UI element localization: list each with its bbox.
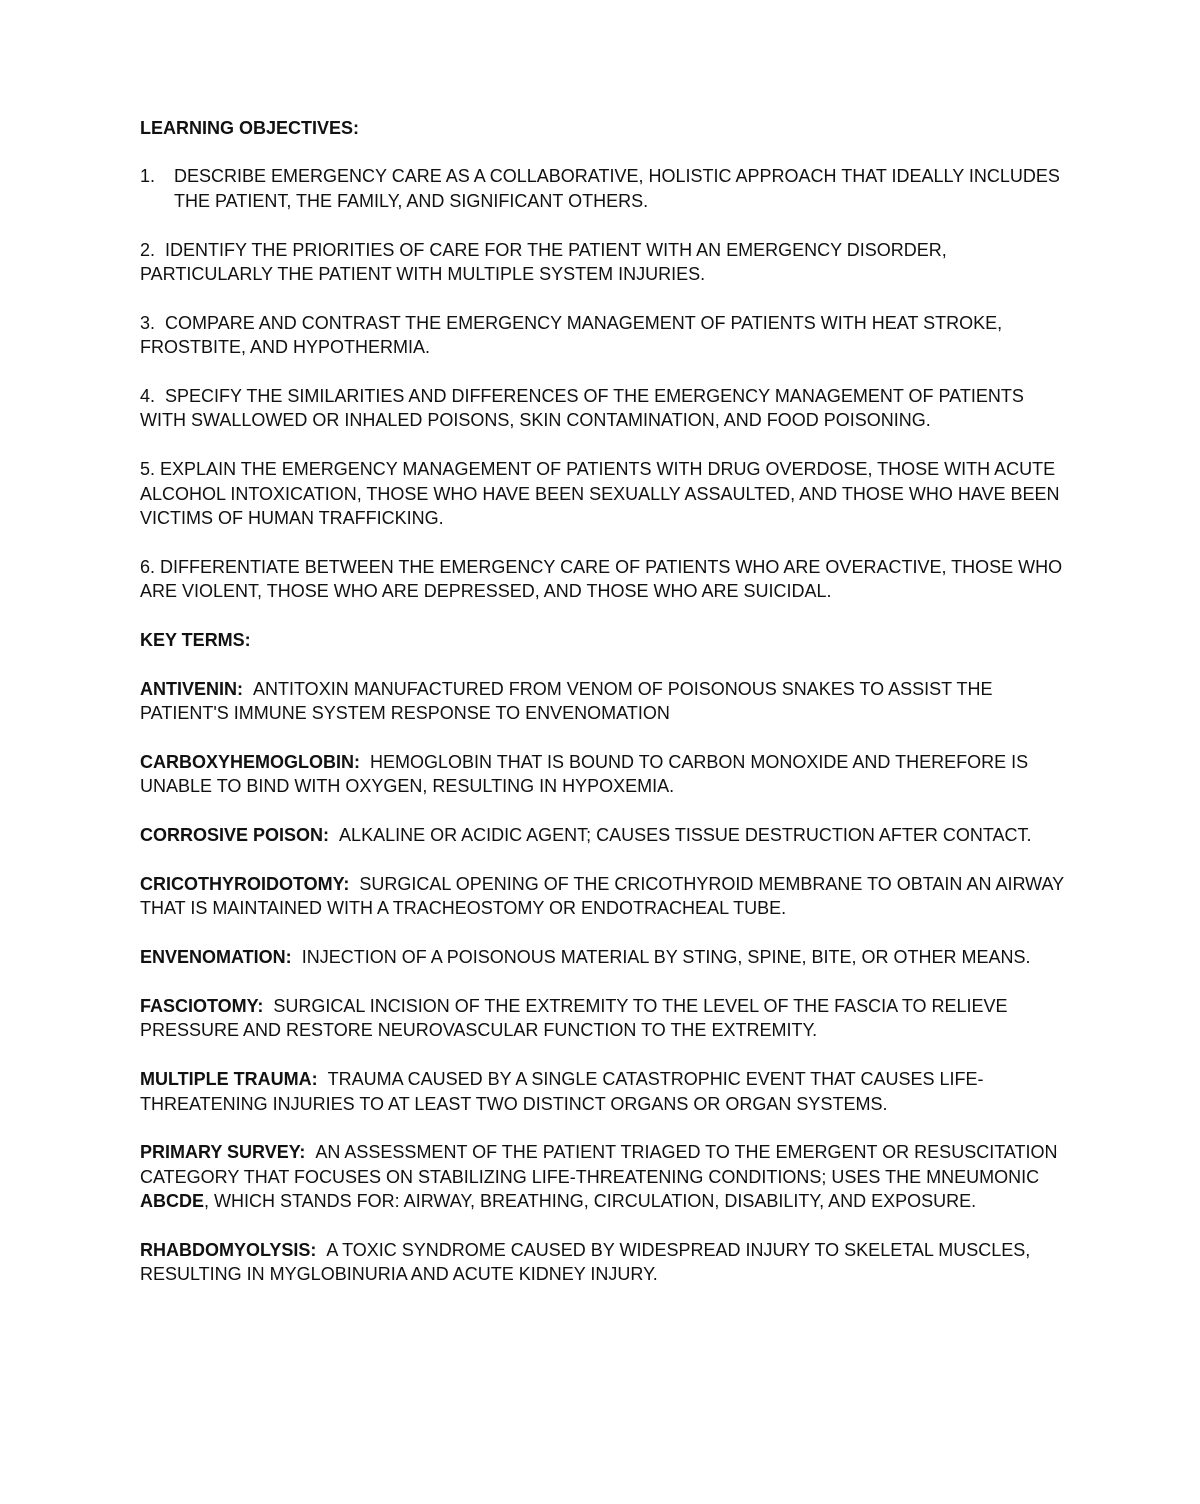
objective-number: 2. [140,239,156,260]
objective-item [140,384,1070,433]
key-term-name: CORROSIVE POISON: [140,825,330,846]
key-term-name: MULTIPLE TRAUMA: [140,1069,318,1090]
objective-number: 3. [140,312,156,333]
objective-number: 4. [140,386,156,407]
key-term-item [140,1238,1070,1287]
document-page [140,116,1070,1311]
key-term-name: CARBOXYHEMOGLOBIN: [140,752,360,773]
key-term-definition: AN ASSESSMENT OF THE PATIENT TRIAGED TO THE EMERGENT OR RESUSCITATION CATEGORY THAT FOCUSES ON STABILIZING LIFE-THREATENING CONDITIONS; USES THE MNEUMONIC [140,1142,1058,1187]
key-term-item [140,823,1070,847]
key-term-name: RHABDOMYOLYSIS: [140,1240,317,1261]
key-term-definition: ANTITOXIN MANUFACTURED FROM VENOM OF POISONOUS SNAKES TO ASSIST THE PATIENT'S IMMUNE SYSTEM RESPONSE TO ENVENOMATION [140,678,993,724]
objective-text: EXPLAIN THE EMERGENCY MANAGEMENT OF PATIENTS WITH DRUG OVERDOSE, THOSE WITH ACUTE ALCOHOL INTOXICATION, THOSE WHO HAVE BEEN SEXUALLY ASSAULTED, AND THOSE WHO HAVE BEEN VICTIMS OF HUMAN TRAFFICKING. [140,459,1060,529]
key-term-definition: INJECTION OF A POISONOUS MATERIAL BY STING, SPINE, BITE, OR OTHER MEANS. [301,947,1031,968]
key-term-item [140,677,1070,726]
key-term-name: ANTIVENIN: [140,678,243,699]
objective-text: COMPARE AND CONTRAST THE EMERGENCY MANAGEMENT OF PATIENTS WITH HEAT STROKE, FROSTBITE, AND HYPOTHERMIA. [140,312,1003,358]
key-term-definition: A TOXIC SYNDROME CAUSED BY WIDESPREAD INJURY TO SKELETAL MUSCLES, RESULTING IN MYGLOBINURIA AND ACUTE KIDNEY INJURY. [140,1240,1031,1285]
key-term-definition: TRAUMA CAUSED BY A SINGLE CATASTROPHIC EVENT THAT CAUSES LIFE-THREATENING INJURIES TO AT LEAST TWO DISTINCT ORGANS OR ORGAN SYSTEMS. [140,1069,984,1114]
objective-number: 5. [140,459,156,480]
objective-text: DESCRIBE EMERGENCY CARE AS A COLLABORATIVE, HOLISTIC APPROACH THAT IDEALLY INCLUDES THE PATIENT, THE FAMILY, AND SIGNIFICANT OTHERS. [174,166,1060,211]
key-term-definition-continued: , WHICH STANDS FOR: AIRWAY, BREATHING, CIRCULATION, DISABILITY, AND EXPOSURE. [204,1191,977,1212]
key-term-name: ENVENOMATION: [140,947,292,968]
key-term-item [140,1067,1070,1116]
objective-number: 1. [140,166,156,187]
key-term-definition: SURGICAL OPENING OF THE CRICOTHYROID MEMBRANE TO OBTAIN AN AIRWAY THAT IS MAINTAINED WITH A TRACHEOSTOMY OR ENDOTRACHEAL TUBE. [140,874,1064,919]
key-term-definition: HEMOGLOBIN THAT IS BOUND TO CARBON MONOXIDE AND THEREFORE IS UNABLE TO BIND WITH OXYGEN, RESULTING IN HYPOXEMIA. [140,752,1029,797]
objective-item [140,164,1070,213]
objective-number: 6. [140,556,156,577]
objective-text: DIFFERENTIATE BETWEEN THE EMERGENCY CARE OF PATIENTS WHO ARE OVERACTIVE, THOSE WHO ARE VIOLENT, THOSE WHO ARE DEPRESSED, AND THOSE WHO ARE SUICIDAL. [140,556,1063,602]
key-term-item [140,872,1070,921]
key-term-item [140,750,1070,799]
objective-item [140,311,1070,360]
key-term-item [140,994,1070,1043]
key-term-name: CRICOTHYROIDOTOMY: [140,874,350,895]
learning-objectives-heading: LEARNING OBJECTIVES: [140,118,360,138]
objective-item [140,457,1070,530]
key-term-definition: ALKALINE OR ACIDIC AGENT; CAUSES TISSUE DESTRUCTION AFTER CONTACT. [339,825,1032,846]
key-term-name: PRIMARY SURVEY: [140,1142,306,1163]
key-term-definition: SURGICAL INCISION OF THE EXTREMITY TO THE LEVEL OF THE FASCIA TO RELIEVE PRESSURE AND RESTORE NEUROVASCULAR FUNCTION TO THE EXTREMITY. [140,996,1008,1041]
key-term-item [140,945,1070,969]
objective-item [140,555,1070,604]
key-terms-heading: KEY TERMS: [140,630,251,651]
objective-item [140,238,1070,287]
key-term-name: FASCIOTOMY: [140,996,264,1017]
objective-text: IDENTIFY THE PRIORITIES OF CARE FOR THE PATIENT WITH AN EMERGENCY DISORDER, PARTICULARLY THE PATIENT WITH MULTIPLE SYSTEM INJURIES. [140,239,947,285]
key-term-abbreviation: ABCDE [140,1191,205,1212]
key-term-item [140,1140,1070,1213]
objective-text: SPECIFY THE SIMILARITIES AND DIFFERENCES OF THE EMERGENCY MANAGEMENT OF PATIENTS WITH SWALLOWED OR INHALED POISONS, SKIN CONTAMINATION, AND FOOD POISONING. [140,386,1024,431]
